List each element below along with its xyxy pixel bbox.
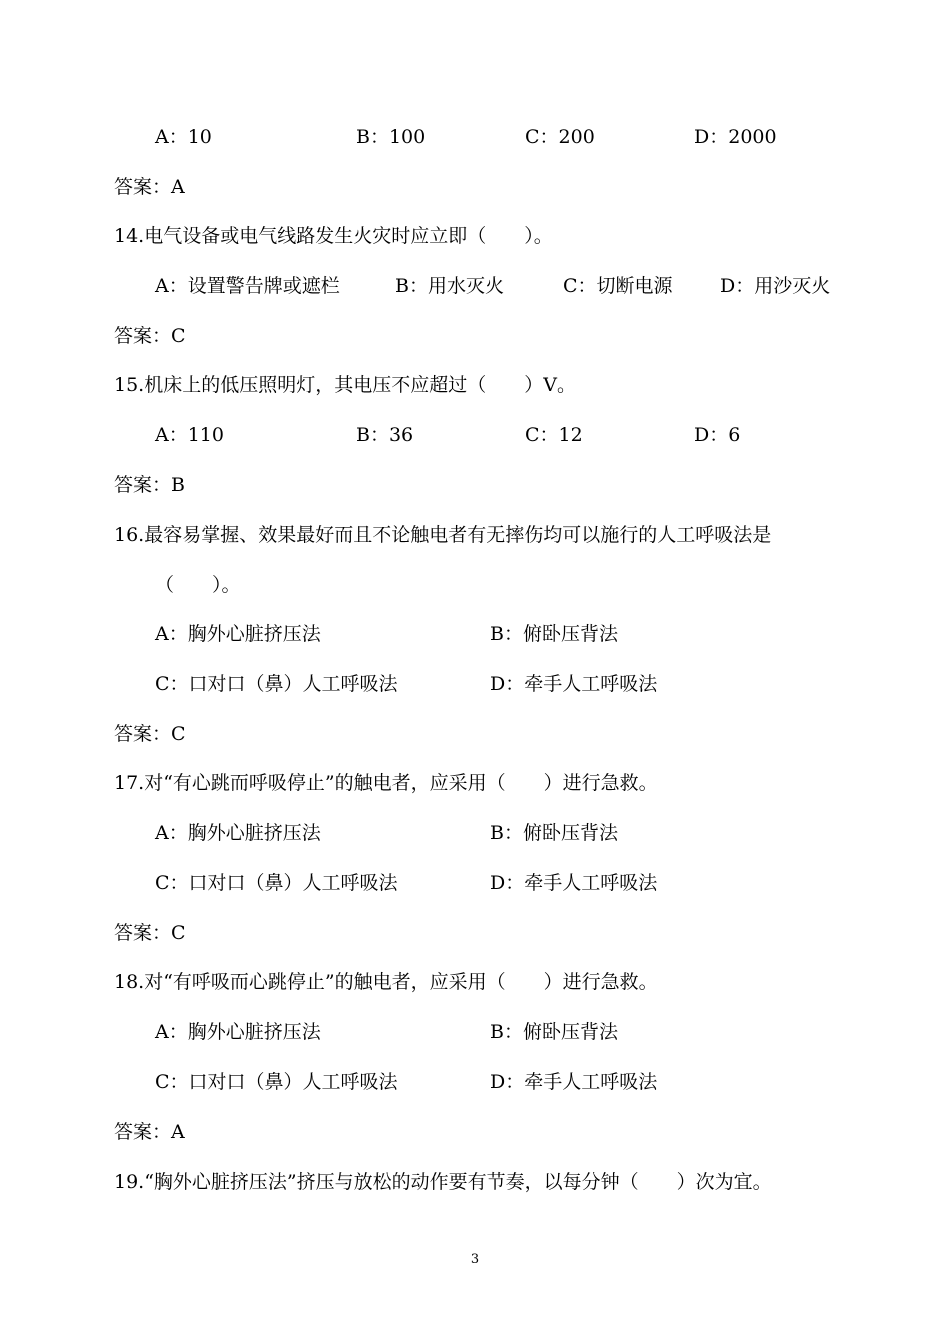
q14-answer: 答案：C [114,325,186,347]
q18-option-c: C：口对口（鼻）人工呼吸法 [155,1071,398,1093]
q17-option-a: A：胸外心脏挤压法 [155,822,321,844]
q16-stem: 16.最容易掌握、效果最好而且不论触电者有无摔伤均可以施行的人工呼吸法是 [114,524,772,546]
q13-option-b: B：100 [356,126,426,148]
q14-option-b: B：用水灭火 [395,275,504,297]
q18-stem: 18.对“有呼吸而心跳停止”的触电者，应采用（ ）进行急救。 [114,971,658,993]
q16-option-a: A：胸外心脏挤压法 [155,623,321,645]
q15-answer: 答案：B [114,474,185,496]
q15-option-a: A：110 [155,424,224,446]
q17-option-d: D：牵手人工呼吸法 [490,872,658,894]
q15-stem: 15.机床上的低压照明灯，其电压不应超过（ ）V。 [114,374,576,396]
q16-option-d: D：牵手人工呼吸法 [490,673,658,695]
q15-option-b: B：36 [356,424,414,446]
q15-option-d: D：6 [694,424,741,446]
q18-answer: 答案：A [114,1121,185,1143]
q18-option-a: A：胸外心脏挤压法 [155,1021,321,1043]
q13-option-d: D：2000 [694,126,777,148]
q17-option-c: C：口对口（鼻）人工呼吸法 [155,872,398,894]
q17-answer: 答案：C [114,922,186,944]
q17-stem: 17.对“有心跳而呼吸停止”的触电者，应采用（ ）进行急救。 [114,772,658,794]
q14-option-d: D：用沙灭火 [720,275,831,297]
q19-stem: 19.“胸外心脏挤压法”挤压与放松的动作要有节奏，以每分钟（ ）次为宜。 [114,1171,772,1193]
q14-option-c: C：切断电源 [563,275,673,297]
q14-stem: 14.电气设备或电气线路发生火灾时应立即（ ）。 [114,225,553,247]
q16-stem-continuation: （ ）。 [155,574,241,596]
q16-option-c: C：口对口（鼻）人工呼吸法 [155,673,398,695]
q13-option-c: C：200 [525,126,595,148]
q16-option-b: B：俯卧压背法 [490,623,618,645]
page-number: 3 [470,1252,480,1267]
q17-option-b: B：俯卧压背法 [490,822,618,844]
q18-option-b: B：俯卧压背法 [490,1021,618,1043]
q14-option-a: A：设置警告牌或遮栏 [155,275,340,297]
q18-option-d: D：牵手人工呼吸法 [490,1071,658,1093]
q15-option-c: C：12 [525,424,583,446]
q13-option-a: A：10 [155,126,212,148]
q13-answer: 答案：A [114,176,185,198]
q16-answer: 答案：C [114,723,186,745]
